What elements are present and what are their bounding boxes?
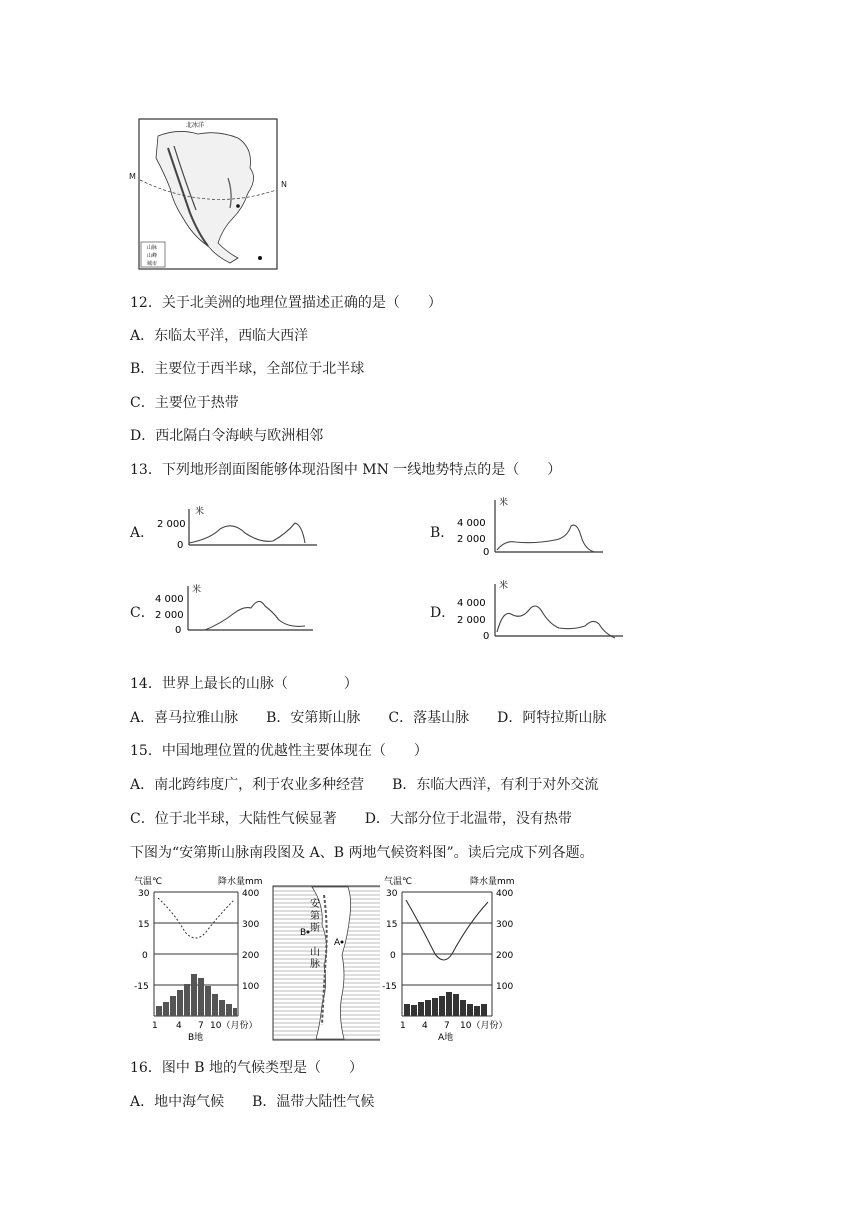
- legend-item-1: 山脉: [147, 245, 158, 251]
- q13-letter-c: C．: [130, 605, 155, 621]
- chart-b-temp-tick-3: -15: [134, 982, 149, 992]
- chart-b-temp-tick-1: 15: [138, 920, 150, 930]
- q12-option-d: D．西北隔白令海峡与欧洲相邻: [130, 428, 324, 444]
- q15-stem: 15．中国地理位置的优越性主要体现在（ ）: [130, 743, 428, 759]
- chart-b-precip-tick-0: 400: [242, 889, 260, 899]
- profile-d-tick-0: 4 000: [457, 598, 486, 609]
- chart-a-temp-tick-0: 30: [386, 889, 398, 899]
- chart-a-temp-label: 气温℃: [384, 877, 413, 887]
- map-label-m: M: [129, 172, 136, 181]
- profile-c-tick-0: 4 000: [155, 594, 184, 605]
- q13-letter-d: D．: [430, 605, 456, 621]
- andes-label-1: 第: [310, 911, 320, 922]
- chart-a-temp-tick-3: -15: [382, 982, 397, 992]
- chart-a-precip-tick-2: 200: [496, 951, 514, 961]
- profile-d-tick-2: 0: [483, 631, 490, 642]
- chart-b-x-tick-1: 4: [176, 1021, 182, 1031]
- profile-d: [455, 580, 625, 644]
- profile-d-unit: 米: [499, 581, 509, 591]
- chart-b-temp-tick-2: 0: [142, 951, 148, 961]
- profile-b-unit: 米: [499, 498, 509, 508]
- q14-stem: 14．世界上最长的山脉（ ）: [130, 676, 358, 692]
- climate-chart-a: [380, 874, 530, 1044]
- map-top-label: 北冰洋: [186, 122, 205, 129]
- andes-label-3: 山: [310, 947, 320, 958]
- q13-stem: 13．下列地形剖面图能够体现沿图中 MN 一线地势特点的是（ ）: [130, 462, 562, 478]
- profile-c-tick-1: 2 000: [155, 610, 184, 621]
- chart-b-precip-tick-2: 200: [242, 951, 260, 961]
- chart-a-caption: A地: [438, 1033, 454, 1043]
- chart-b-temp-label: 气温℃: [134, 877, 163, 887]
- q13-letter-b: B．: [430, 525, 455, 541]
- q12-option-c: C．主要位于热带: [130, 395, 239, 411]
- q15-options-line2: C．位于北半球，大陆性气候显著 D．大部分位于北温带，没有热带: [130, 811, 572, 827]
- profile-d-tick-1: 2 000: [457, 615, 486, 626]
- climate-chart-b: [130, 874, 270, 1044]
- map-label-n: N: [281, 180, 287, 189]
- andes-label-0: 安: [310, 899, 320, 910]
- q12-option-b: B．主要位于西半球，全部位于北半球: [130, 361, 365, 377]
- profile-b-tick-2: 0: [483, 547, 490, 558]
- q15-options-line1: A．南北跨纬度广，利于农业多种经营 B．东临大西洋，有利于对外交流: [130, 777, 599, 793]
- section-intro: 下图为“安第斯山脉南段图及 A、B 两地气候资料图”。读后完成下列各题。: [130, 845, 594, 861]
- profile-a-unit: 米: [195, 507, 205, 517]
- chart-b-precip-label: 降水量mm: [218, 877, 263, 887]
- chart-a-x-tick-3: 10（月份）: [460, 1021, 508, 1031]
- chart-a-precip-label: 降水量mm: [470, 877, 515, 887]
- profile-c: [155, 582, 315, 640]
- andes-point-b: B: [300, 928, 307, 938]
- q16-stem: 16．图中 B 地的气候类型是（ ）: [130, 1060, 364, 1076]
- profile-b: [455, 496, 605, 561]
- chart-b-precip-tick-1: 300: [242, 920, 260, 930]
- q13-letter-a: A．: [130, 525, 155, 541]
- q14-options: A．喜马拉雅山脉 B．安第斯山脉 C．落基山脉 D．阿特拉斯山脉: [130, 710, 607, 726]
- andes-map: [272, 885, 382, 1041]
- chart-a-x-tick-2: 7: [444, 1021, 450, 1031]
- chart-a-temp-tick-2: 0: [390, 951, 396, 961]
- profile-a-tick-0: 2 000: [157, 519, 186, 530]
- chart-a-precip-tick-3: 100: [496, 982, 514, 992]
- chart-a-precip-tick-1: 300: [496, 920, 514, 930]
- chart-a-precip-tick-0: 400: [496, 889, 514, 899]
- profile-c-tick-2: 0: [175, 625, 182, 636]
- q12-stem: 12．关于北美洲的地理位置描述正确的是（ ）: [130, 295, 442, 311]
- chart-b-temp-tick-0: 30: [138, 889, 150, 899]
- chart-b-precip-tick-3: 100: [242, 982, 260, 992]
- legend-item-3: 城市: [147, 261, 158, 267]
- profile-b-tick-0: 4 000: [457, 518, 486, 529]
- chart-a-x-tick-0: 1: [400, 1021, 406, 1031]
- chart-b-x-tick-2: 7: [198, 1021, 204, 1031]
- chart-b-caption: B地: [188, 1033, 204, 1043]
- legend-item-2: 山峰: [147, 253, 158, 259]
- andes-point-a: A: [334, 938, 341, 948]
- profile-c-unit: 米: [192, 585, 202, 595]
- chart-a-x-tick-1: 4: [422, 1021, 428, 1031]
- north-america-map: [138, 118, 278, 270]
- chart-a-temp-tick-1: 15: [386, 920, 398, 930]
- q12-option-a: A．东临太平洋，西临大西洋: [130, 328, 309, 344]
- profile-a-tick-1: 0: [177, 540, 184, 551]
- profile-b-tick-1: 2 000: [457, 534, 486, 545]
- profile-a: [155, 503, 320, 555]
- q16-options: A．地中海气候 B．温带大陆性气候: [130, 1094, 375, 1110]
- andes-label-2: 斯: [310, 923, 320, 934]
- chart-b-x-tick-0: 1: [152, 1021, 158, 1031]
- chart-b-x-tick-3: 10（月份）: [210, 1021, 258, 1031]
- andes-label-4: 脉: [310, 959, 320, 970]
